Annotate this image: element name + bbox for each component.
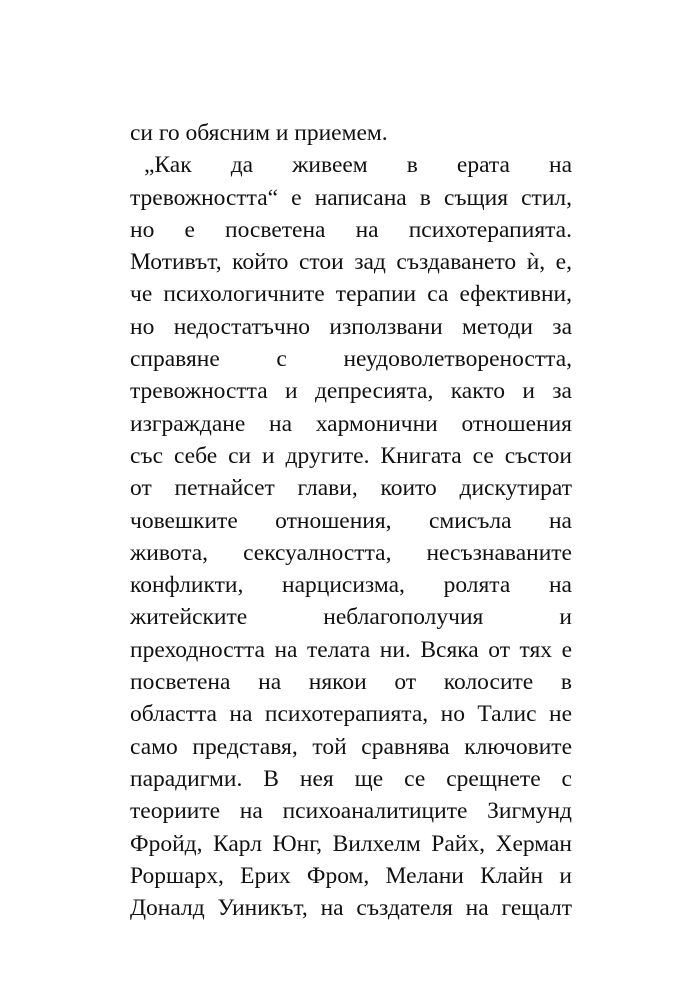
text-line: със себе си и другите. Книгата се състои [130,442,572,469]
text-line: парадигми. В нея ще се срещнете с [130,765,572,792]
body-text [130,117,572,924]
text-line: тревожността и депресията, както и за [130,378,572,405]
text-line: Доналд Уиникът, на създателя на гещалт [130,895,572,922]
text-line: Мотивът, който стои зад създаването ѝ, е, [130,249,572,276]
text-line: изграждане на хармонични отношения [130,410,572,437]
text-line: живота, сексуалността, несъзнаваните [130,539,572,566]
text-line: Фройд, Карл Юнг, Вилхелм Райх, Херман [130,830,572,857]
text-line: но е посветена на психотерапията. [130,216,572,243]
text-line: „Как да живеем в ерата на [144,152,572,179]
text-line: справяне с неудоволетвореността, [130,346,572,373]
text-line: конфликти, нарцисизма, ролята на [130,572,572,599]
text-line: човешките отношения, смисъла на [130,507,572,534]
text-line: но недостатъчно използвани методи за [130,313,572,340]
text-line: теориите на психоаналитиците Зигмунд [130,798,572,825]
text-line: от петнайсет глави, които дискутират [130,475,572,502]
text-line: посветена на някои от колосите в [130,669,572,696]
text-line: преходността на телата ни. Всяка от тях е [130,636,572,663]
text-line: че психологичните терапии са ефективни, [130,281,572,308]
text-line: си го обясним и приемем. [130,120,388,146]
text-line: само представя, той сравнява ключовите [130,733,572,760]
text-line: житейските неблагополучия и [130,604,572,631]
text-line: тревожността“ е написана в същия стил, [130,184,572,211]
text-line: Роршарх, Ерих Фром, Мелани Клайн и [130,862,572,889]
text-line: областта на психотерапията, но Талис не [130,701,572,728]
